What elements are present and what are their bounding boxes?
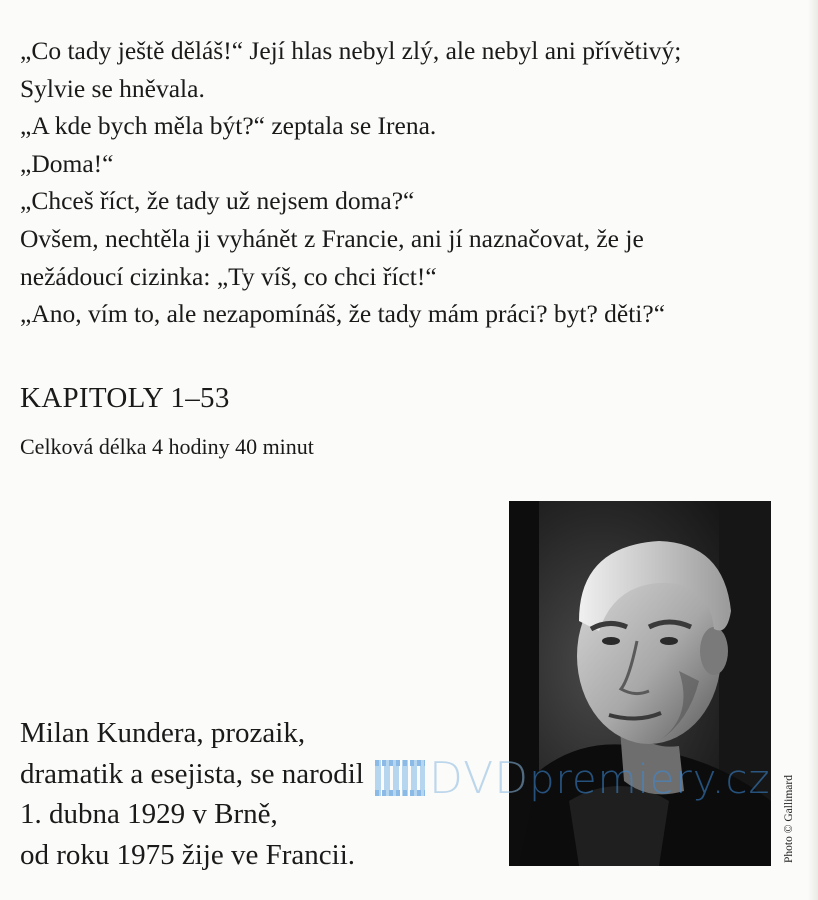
excerpt-line: „Ano, vím to, ale nezapomínáš, že tady mám práci? byt? děti?“ [20,299,666,329]
excerpt-line: „Doma!“ [20,148,114,178]
book-excerpt [20,32,810,333]
chapters-heading: KAPITOLY 1–53 [20,382,230,414]
total-duration: Celková délka 4 hodiny 40 minut [20,434,314,459]
photo-credit: Photo © Gallimard [783,775,795,863]
watermark-brand: DVDpremiery.cz [429,752,771,804]
film-strip-icon [375,760,425,796]
bio-line: 1. dubna 1929 v Brně, [20,798,278,830]
excerpt-line: Ovšem, nechtěla ji vyhánět z Francie, ani jí naznačovat, že je [20,223,644,253]
excerpt-line: nežádoucí cizinka: „Ty víš, co chci říct!“ [20,261,437,291]
excerpt-line: „Co tady ještě děláš!“ Její hlas nebyl zlý, ale nebyl ani přívětivý; [20,36,682,65]
bio-line: od roku 1975 žije ve Francii. [20,838,356,871]
author-bio [20,713,364,875]
bio-line: dramatik a esejista, se narodil [20,757,364,790]
excerpt-line: „Chceš říct, že tady už nejsem doma?“ [20,186,415,216]
author-portrait-image [509,501,771,866]
watermark [375,748,770,808]
bio-line: Milan Kundera, prozaik, [20,717,306,749]
excerpt-line: Sylvie se hněvala. [20,73,205,103]
author-photo [509,501,771,866]
excerpt-line: „A kde bych měla být?“ zeptala se Irena. [20,111,437,141]
